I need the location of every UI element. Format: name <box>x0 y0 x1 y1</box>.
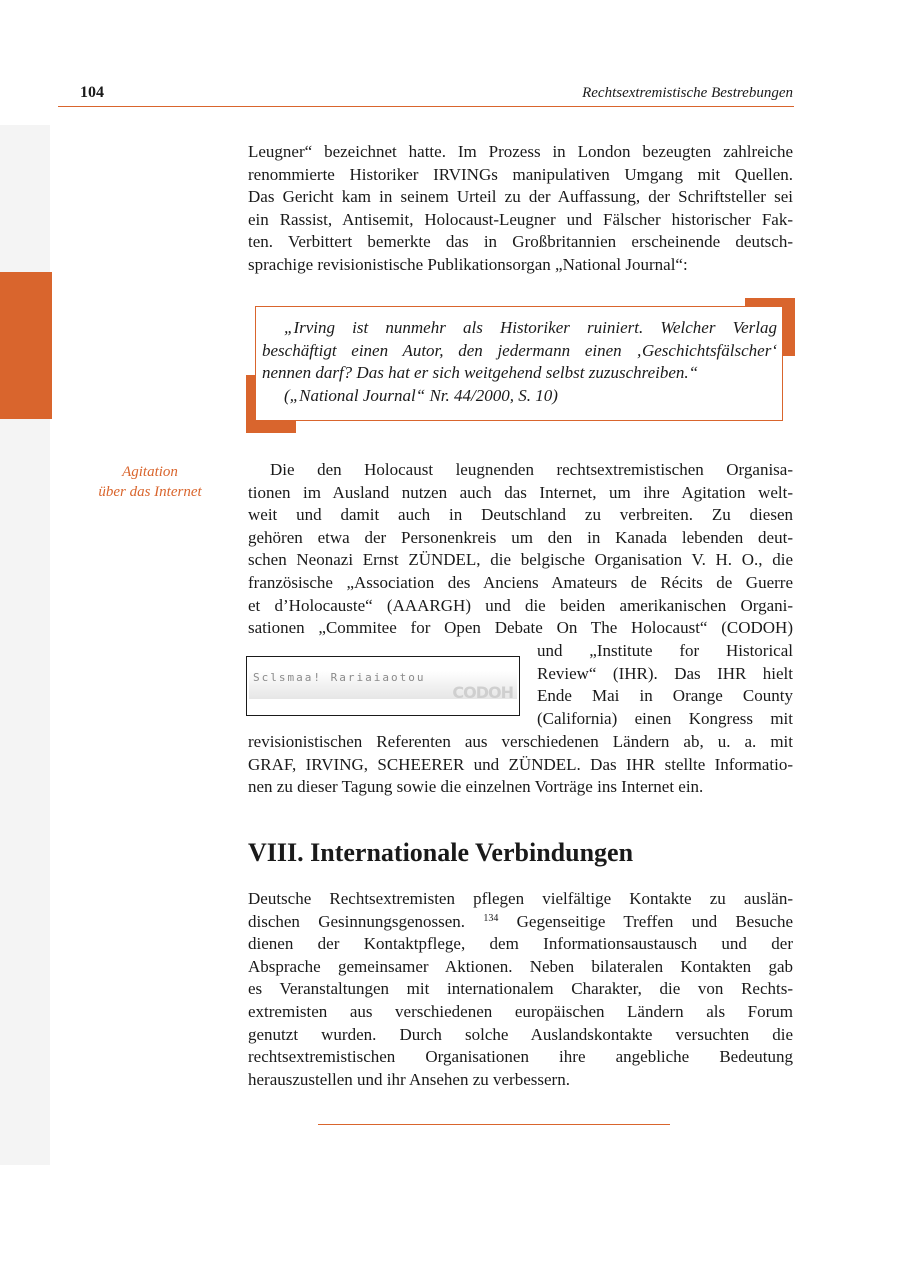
section-heading: VIII. Internationale Verbindungen <box>248 838 634 867</box>
text-fragment: Gegenseitige Treffen und Besuche <box>516 911 794 931</box>
paragraph-1 <box>248 141 793 277</box>
text-line: und „Institute for Historical <box>537 641 793 660</box>
quote-source: („National Journal“ Nr. 44/2000, S. 10) <box>284 385 558 405</box>
chapter-tab-marker <box>0 272 52 419</box>
text-line: renommierte Historiker IRVINGs manipulativen Umgang mit Quellen. <box>248 164 793 184</box>
margin-note-line: über das Internet <box>98 484 202 500</box>
paragraph-2-wrapped <box>537 640 793 730</box>
text-line: ten. Verbittert bemerkte das in Großbritannien erscheinende deutsch- <box>248 232 793 252</box>
footnote-reference[interactable]: 134 <box>483 912 499 924</box>
text-line: ein Rassist, Antisemit, Holocaust-Leugner und Fälscher historischer Fak- <box>248 209 793 229</box>
text-line: revisionistischen Referenten aus verschiedenen Ländern ab, u. a. mit <box>248 732 793 751</box>
text-line: es Veranstaltungen mit internationalem Charakter, die von Rechts- <box>248 979 793 999</box>
text-line: sprachige revisionistische Publikationsorgan „National Journal“: <box>248 254 688 274</box>
paragraph-3 <box>248 888 793 1091</box>
text-line: (California) einen Kongress mit <box>537 708 793 728</box>
text-line-with-footnote <box>248 911 793 934</box>
banner-text: Sclsmaa! Rariaiaotou <box>253 671 426 684</box>
text-line: GRAF, IRVING, SCHEERER und ZÜNDEL. Das IHR stellte Informatio- <box>248 754 793 774</box>
quote-line: beschäftigt einen Autor, den jedermann einen ‚Geschichtsfälscher‘ <box>262 340 777 360</box>
text-line: Leugner“ bezeichnet hatte. Im Prozess in London bezeugten zahlreiche <box>248 142 793 161</box>
text-line: tionen im Ausland nutzen auch das Internet, um ihre Agitation welt- <box>248 482 793 502</box>
text-line: Ende Mai in Orange County <box>537 686 793 706</box>
paragraph-2 <box>248 459 793 640</box>
text-line: weit und damit auch in Deutschland zu verbreiten. Zu diesen <box>248 505 793 525</box>
banner-logo: CODOH <box>452 683 513 702</box>
text-line: Review“ (IHR). Das IHR hielt <box>537 663 793 683</box>
text-line: et d’Holocauste“ (AAARGH) und die beiden amerikanischen Organi- <box>248 595 793 615</box>
text-line: Absprache gemeinsamer Aktionen. Neben bilateralen Kontakten gab <box>248 956 793 976</box>
text-line: nen zu dieser Tagung sowie die einzelnen Vorträge ins Internet ein. <box>248 777 704 797</box>
text-line: extremisten aus verschiedenen europäischen Ländern als Forum <box>248 1001 793 1021</box>
text-line: dienen der Kontaktpflege, dem Informationsaustausch und der <box>248 934 793 954</box>
paragraph-2-continued <box>248 731 793 799</box>
text-line: sationen „Commitee for Open Debate On The Holocaust“ (CODOH) <box>248 618 793 638</box>
text-line: genutzt wurden. Durch solche Auslandskontakte versuchten die <box>248 1024 793 1044</box>
website-banner <box>249 671 517 702</box>
text-fragment: dischen Gesinnungsgenossen. <box>248 911 466 931</box>
quote-line: „Irving ist nunmehr als Historiker ruiniert. Welcher Verlag <box>284 318 777 337</box>
header-rule <box>58 106 794 107</box>
page-number: 104 <box>80 84 104 101</box>
text-line: rechtsextremistischen Organisationen ihre angebliche Bedeutung <box>248 1047 793 1067</box>
running-title: Rechtsextremistische Bestrebungen <box>582 85 793 101</box>
text-line: französische „Association des Anciens Amateurs de Récits de Guerre <box>248 572 793 592</box>
footer-rule <box>318 1124 670 1125</box>
text-line: gehören etwa der Personenkreis um den in Kanada lebenden deut- <box>248 527 793 547</box>
text-line: herauszustellen und ihr Ansehen zu verbessern. <box>248 1069 570 1089</box>
block-quote <box>262 317 777 407</box>
text-line: Deutsche Rechtsextremisten pflegen vielfältige Kontakte zu auslän- <box>248 889 793 908</box>
text-line: Die den Holocaust leugnenden rechtsextremistischen Organisa- <box>270 460 793 479</box>
quote-line: nennen darf? Das hat er sich weitgehend selbst zuzuschreiben.“ <box>262 363 699 383</box>
website-screenshot-image <box>246 656 520 716</box>
text-line: schen Neonazi Ernst ZÜNDEL, die belgische Organisation V. H. O., die <box>248 550 793 570</box>
margin-note-line: Agitation <box>122 464 178 480</box>
text-line: Das Gericht kam in seinem Urteil zu der Auffassung, der Schriftsteller sei <box>248 187 793 207</box>
margin-note <box>80 462 220 502</box>
